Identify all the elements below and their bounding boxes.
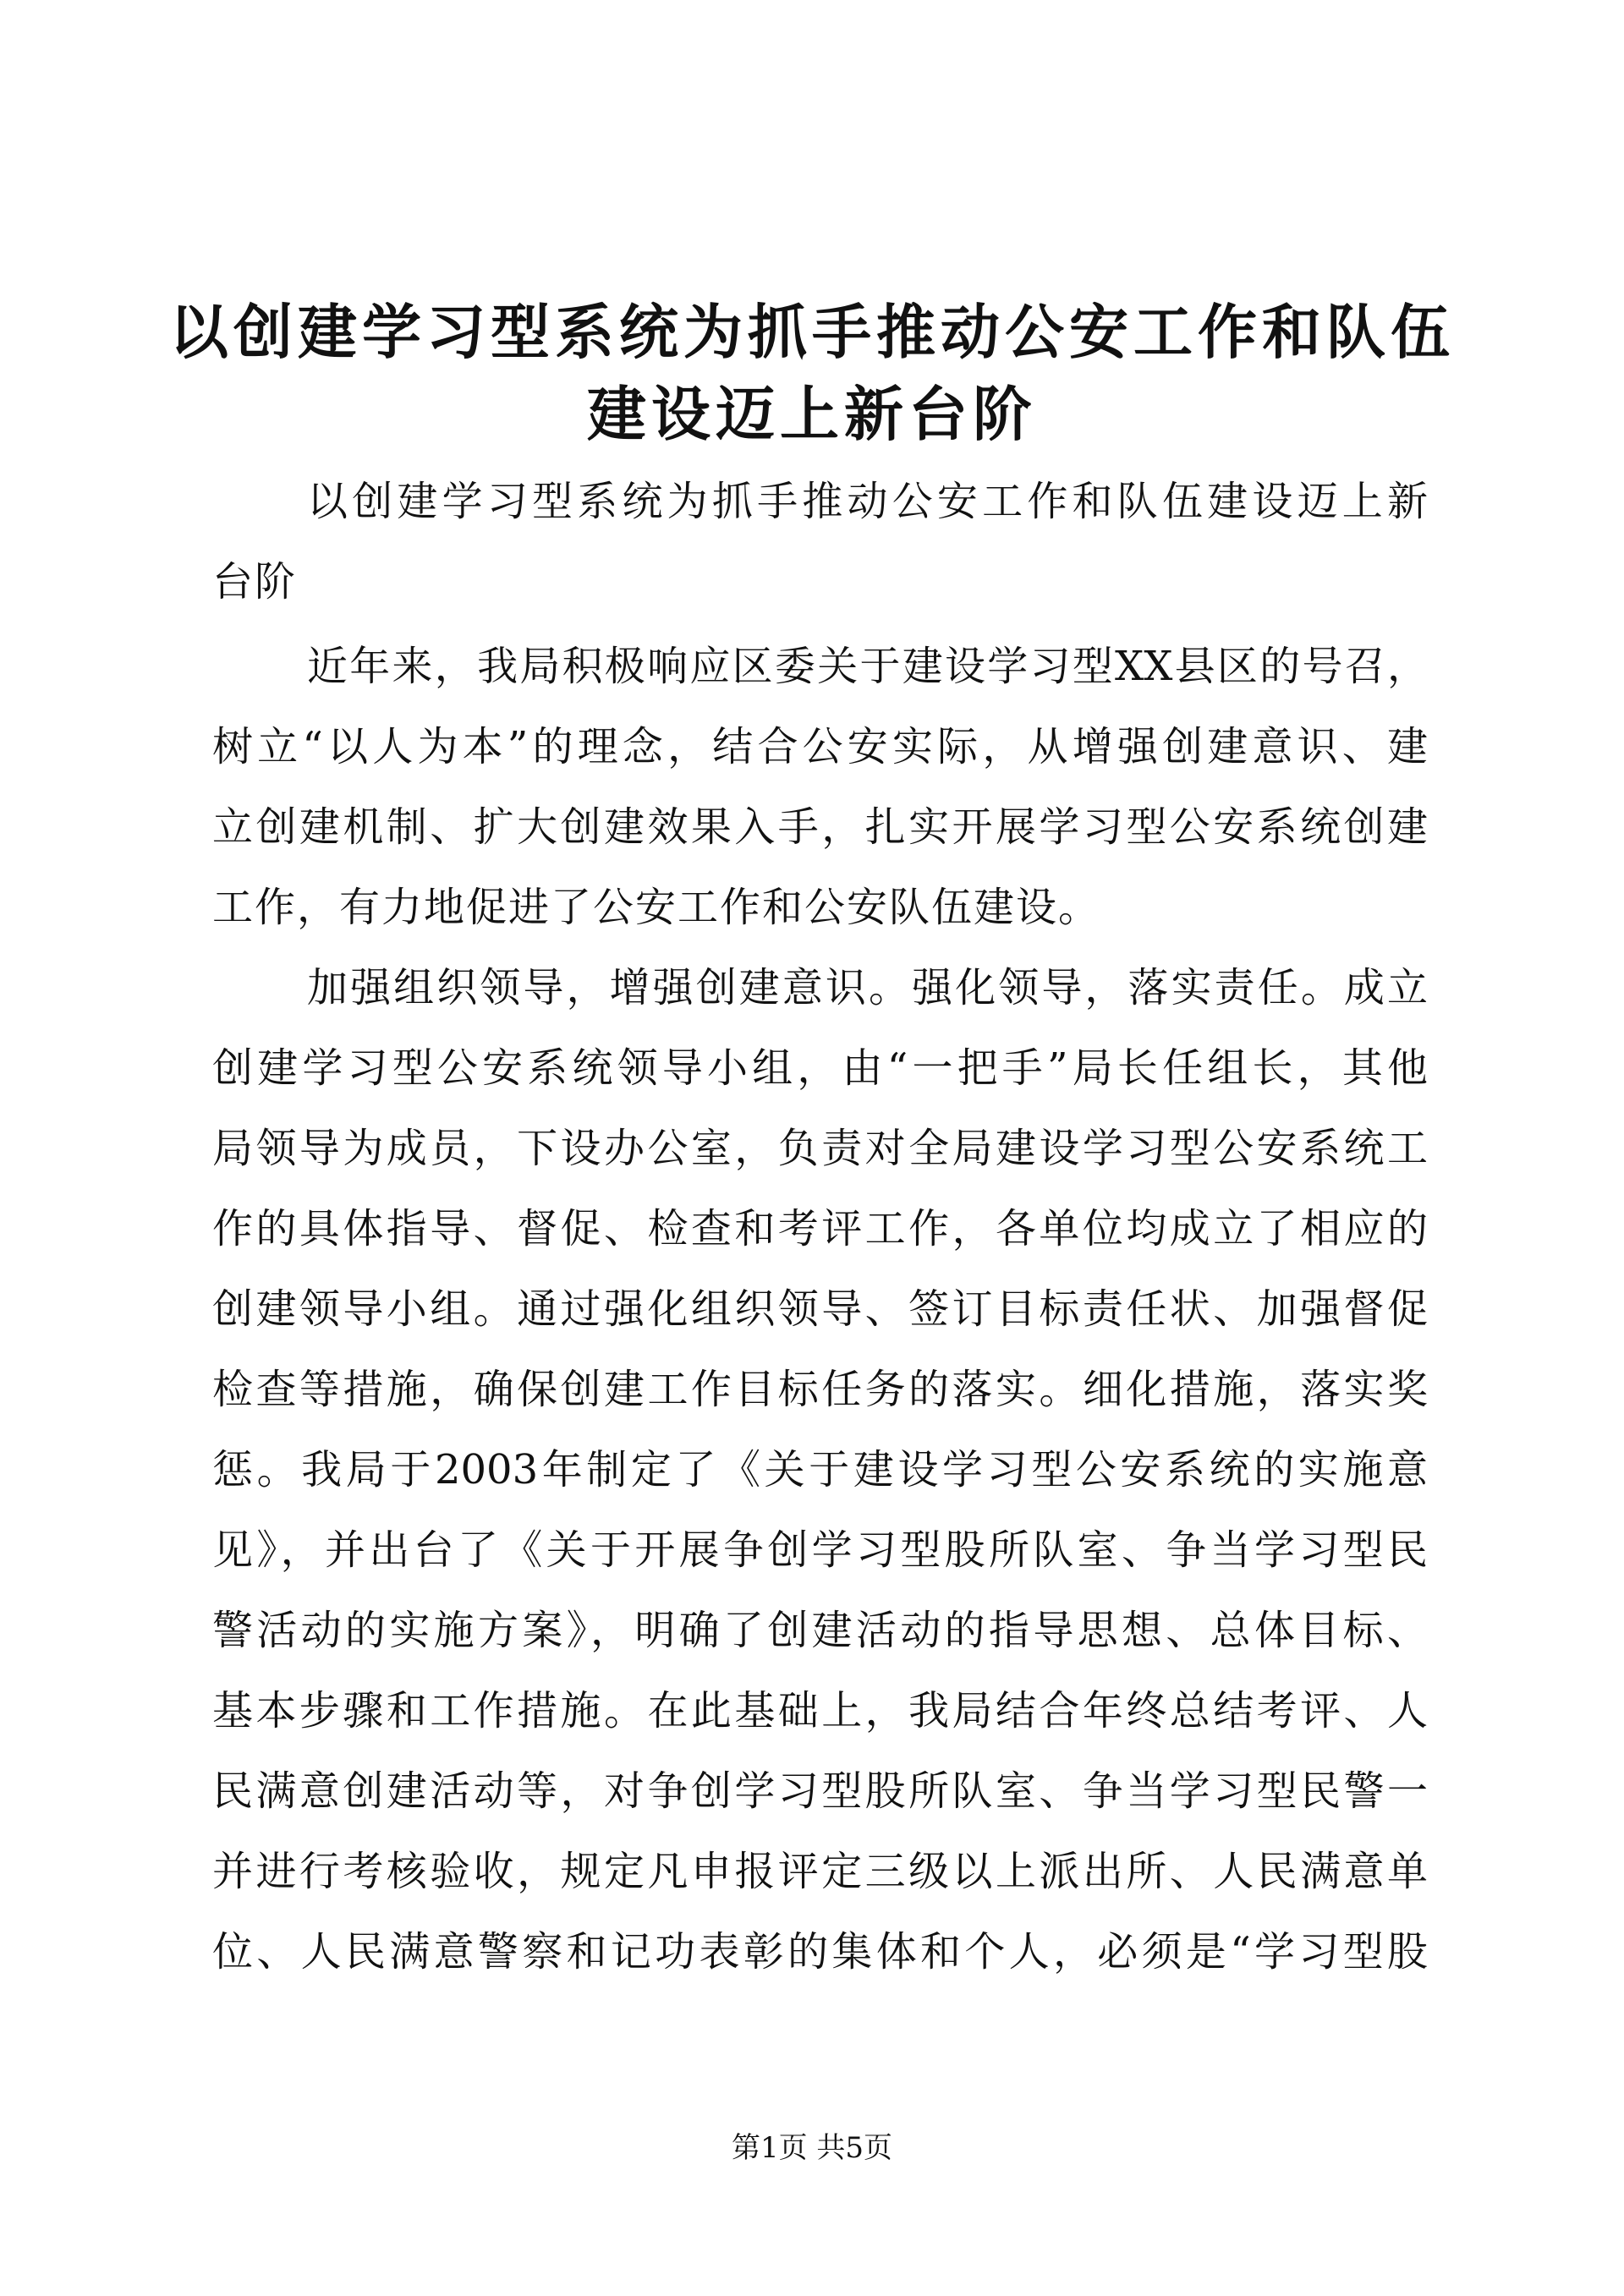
paragraph-1-line: 台阶	[212, 558, 298, 606]
paragraph-2-line: 近年来，我局积极响应区委关于建设学习型XX县区的号召，	[307, 643, 1428, 690]
paragraph-3-line: 基本步骤和工作措施。在此基础上，我局结合年终总结考评、人	[212, 1687, 1428, 1734]
paragraph-2-line: 立创建机制、扩大创建效果入手，扎实开展学习型公安系统创建	[212, 803, 1428, 851]
paragraph-3-line: 作的具体指导、督促、检查和考评工作，各单位均成立了相应的	[212, 1205, 1428, 1252]
paragraph-3-line: 创建领导小组。通过强化组织领导、签订目标责任状、加强督促	[212, 1285, 1428, 1333]
paragraph-2-line: 树立“以人为本”的理念，结合公安实际，从增强创建意识、建	[212, 723, 1428, 770]
paragraph-1-line: 以创建学习型系统为抓手推动公安工作和队伍建设迈上新	[307, 478, 1428, 525]
paragraph-3-line: 警活动的实施方案》，明确了创建活动的指导思想、总体目标、	[212, 1607, 1428, 1654]
paragraph-3-line: 创建学习型公安系统领导小组，由“一把手”局长任组长，其他	[212, 1044, 1428, 1092]
paragraph-3-line: 见》，并出台了《关于开展争创学习型股所队室、争当学习型民	[212, 1526, 1428, 1574]
paragraph-3-line: 检查等措施，确保创建工作目标任务的落实。细化措施，落实奖	[212, 1366, 1428, 1413]
document-title-line-2: 建设迈上新台阶	[587, 379, 1037, 449]
paragraph-3-line: 民满意创建活动等，对争创学习型股所队室、争当学习型民警一	[212, 1767, 1428, 1815]
page-footer: 第1页 共5页	[731, 2131, 893, 2165]
paragraph-3-line: 局领导为成员，下设办公室，负责对全局建设学习型公安系统工	[212, 1125, 1428, 1172]
paragraph-3-line: 加强组织领导，增强创建意识。强化领导，落实责任。成立	[307, 964, 1428, 1011]
paragraph-2-line: 工作，有力地促进了公安工作和公安队伍建设。	[212, 884, 1101, 931]
paragraph-3-line: 位、人民满意警察和记功表彰的集体和个人，必须是“学习型股	[212, 1928, 1428, 1975]
paragraph-3-line: 并进行考核验收，规定凡申报评定三级以上派出所、人民满意单	[212, 1848, 1428, 1895]
document-title-line-1: 以创建学习型系统为抓手推动公安工作和队伍	[169, 297, 1455, 367]
paragraph-3-line: 惩。我局于2003年制定了《关于建设学习型公安系统的实施意	[212, 1446, 1428, 1493]
